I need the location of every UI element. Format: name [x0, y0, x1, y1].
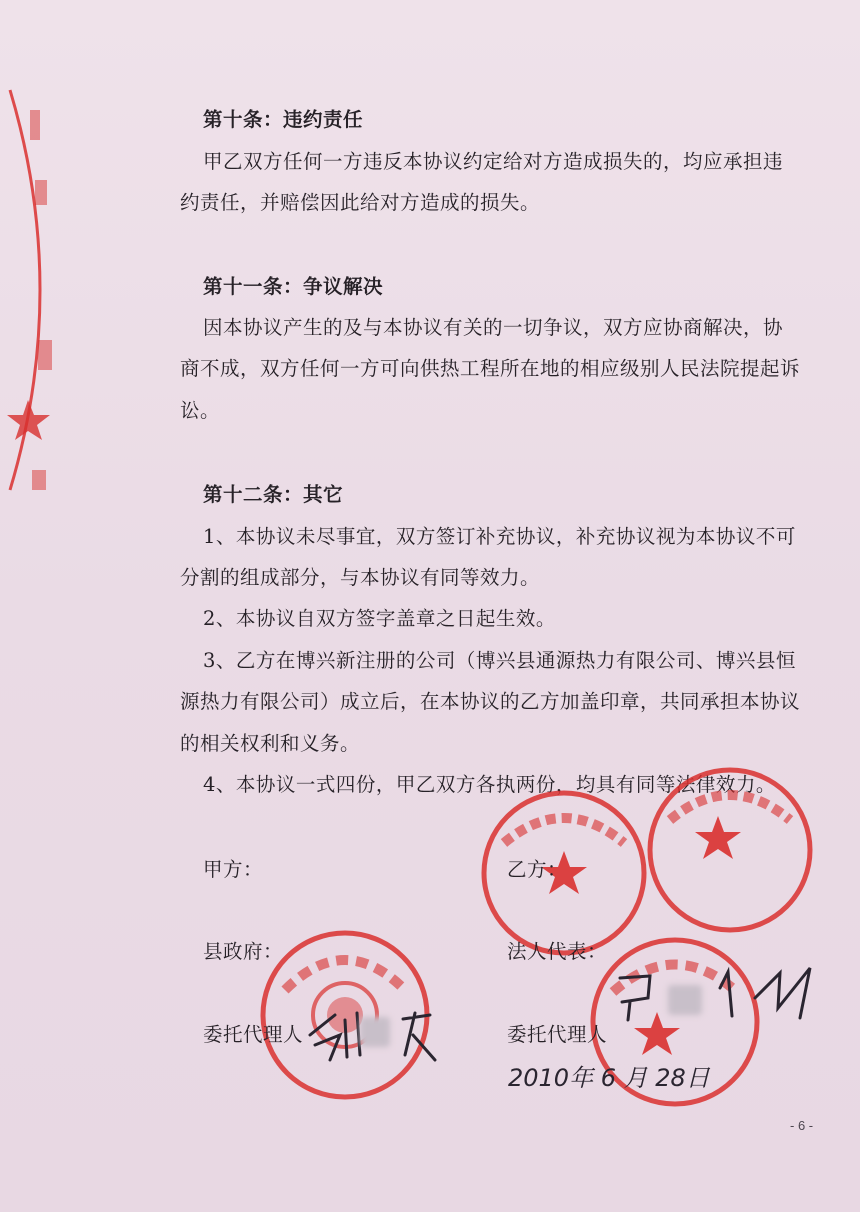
- article10-line-1: 甲乙双方任何一方违反本协议约定给对方造成损失的，均应承担违: [203, 150, 784, 173]
- partial-seal-left-edge: [0, 70, 70, 510]
- party-b-label: 乙方：: [507, 858, 568, 881]
- article12-line-3: 2、本协议自双方签字盖章之日起生效。: [203, 607, 556, 630]
- article11-line-2: 商不成，双方任何一方可向供热工程所在地的相应级别人民法院提起诉: [180, 357, 801, 380]
- agent-b-label: 委托代理人: [507, 1023, 608, 1046]
- redacted-name-part: [360, 1017, 390, 1047]
- article11-line-1: 因本协议产生的及与本协议有关的一切争议，双方应协商解决，协: [203, 316, 784, 339]
- company-seal-hengyuan: [640, 760, 820, 940]
- article12-heading: 第十二条：其它: [203, 483, 344, 506]
- party-a-label: 甲方：: [203, 858, 264, 881]
- article12-line-6: 的相关权利和义务。: [180, 732, 361, 755]
- article12-line-4: 3、乙方在博兴新注册的公司（博兴县通源热力有限公司、博兴县恒: [203, 649, 796, 672]
- article11-line-3: 讼。: [180, 399, 221, 422]
- article12-line-1: 1、本协议未尽事宜，双方签订补充协议，补充协议视为本协议不可: [203, 525, 796, 548]
- legal-rep-label: 法人代表：: [507, 940, 608, 963]
- county-gov-label: 县政府：: [203, 940, 284, 963]
- article12-line-7: 4、本协议一式四份，甲乙双方各执两份，均具有同等法律效力。: [203, 773, 776, 796]
- redacted-name-part-b: [668, 985, 702, 1015]
- handwritten-date: 2010年 6 月 28日: [508, 1064, 710, 1092]
- page-number: - 6 -: [790, 1118, 814, 1133]
- handwritten-signature-legal-rep: [610, 958, 830, 1038]
- article10-line-2: 约责任，并赔偿因此给对方造成的损失。: [180, 191, 541, 214]
- article10-heading: 第十条：违约责任: [203, 108, 364, 131]
- article12-line-2: 分割的组成部分，与本协议有同等效力。: [180, 566, 541, 589]
- article11-heading: 第十一条：争议解决: [203, 275, 384, 298]
- agent-a-label: 委托代理人: [203, 1023, 304, 1046]
- article12-line-5: 源热力有限公司）成立后，在本协议的乙方加盖印章，共同承担本协议: [180, 690, 801, 713]
